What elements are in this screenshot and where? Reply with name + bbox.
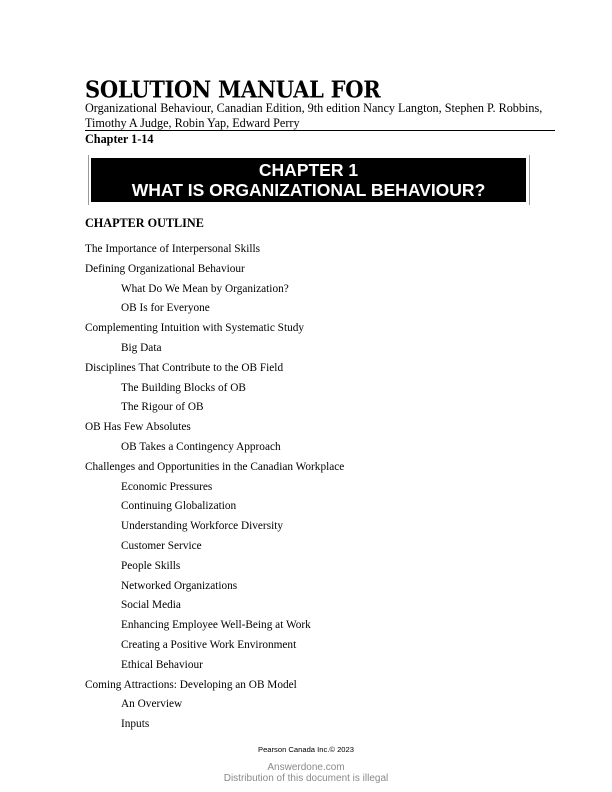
- chapter-banner: [91, 158, 526, 202]
- watermark-notice: Distribution of this document is illegal: [223, 773, 389, 784]
- outline-section: Disciplines That Contribute to the OB Field: [85, 361, 284, 374]
- chapter-number: CHAPTER 1: [258, 160, 359, 180]
- outline-subsection: Creating a Positive Work Environment: [121, 638, 297, 651]
- page-footer-copyright: Pearson Canada Inc.© 2023: [258, 745, 354, 754]
- outline-section: Defining Organizational Behaviour: [85, 262, 245, 275]
- outline-section: The Importance of Interpersonal Skills: [85, 243, 261, 255]
- outline-subsection: Big Data: [121, 341, 162, 354]
- outline-subsection: Social Media: [121, 599, 181, 612]
- outline-section: Complementing Intuition with Systematic Study: [85, 322, 305, 335]
- watermark-site: Answerdone.com: [267, 762, 345, 773]
- outline-subsection: An Overview: [121, 698, 183, 711]
- chapter-range: Chapter 1-14: [85, 132, 154, 146]
- outline-section: OB Has Few Absolutes: [85, 421, 191, 434]
- chapter-title: WHAT IS ORGANIZATIONAL BEHAVIOUR?: [131, 180, 486, 200]
- outline-subsection: Ethical Behaviour: [121, 658, 203, 671]
- outline-heading: CHAPTER OUTLINE: [85, 216, 204, 230]
- outline-subsection: Economic Pressures: [121, 480, 213, 493]
- outline-subsection: OB Is for Everyone: [121, 302, 210, 315]
- title-divider: [85, 130, 555, 131]
- outline-subsection: Enhancing Employee Well-Being at Work: [121, 619, 311, 632]
- outline-subsection: People Skills: [121, 559, 181, 572]
- outline-subsection: The Rigour of OB: [121, 401, 204, 414]
- outline-subsection: OB Takes a Contingency Approach: [121, 440, 281, 453]
- outline-subsection: The Building Blocks of OB: [121, 381, 246, 394]
- outline-subsection: What Do We Mean by Organization?: [121, 282, 289, 295]
- chapter-outline-list: [0, 242, 612, 737]
- watermark: [0, 762, 612, 784]
- outline-subsection: Continuing Globalization: [121, 500, 237, 513]
- outline-subsection: Understanding Workforce Diversity: [121, 520, 284, 533]
- outline-subsection: Networked Organizations: [121, 579, 238, 592]
- outline-subsection: Inputs: [121, 718, 150, 731]
- document-subtitle: Organizational Behaviour, Canadian Edition, 9th edition Nancy Langton, Stephen P. Robbins, Timothy A Judge, Robin Yap, Edward Perry: [85, 101, 543, 130]
- outline-section: Challenges and Opportunities in the Canadian Workplace: [85, 460, 345, 473]
- outline-section: Coming Attractions: Developing an OB Model: [85, 678, 297, 691]
- document-title: SOLUTION MANUAL FOR: [85, 74, 381, 103]
- outline-subsection: Customer Service: [121, 539, 202, 552]
